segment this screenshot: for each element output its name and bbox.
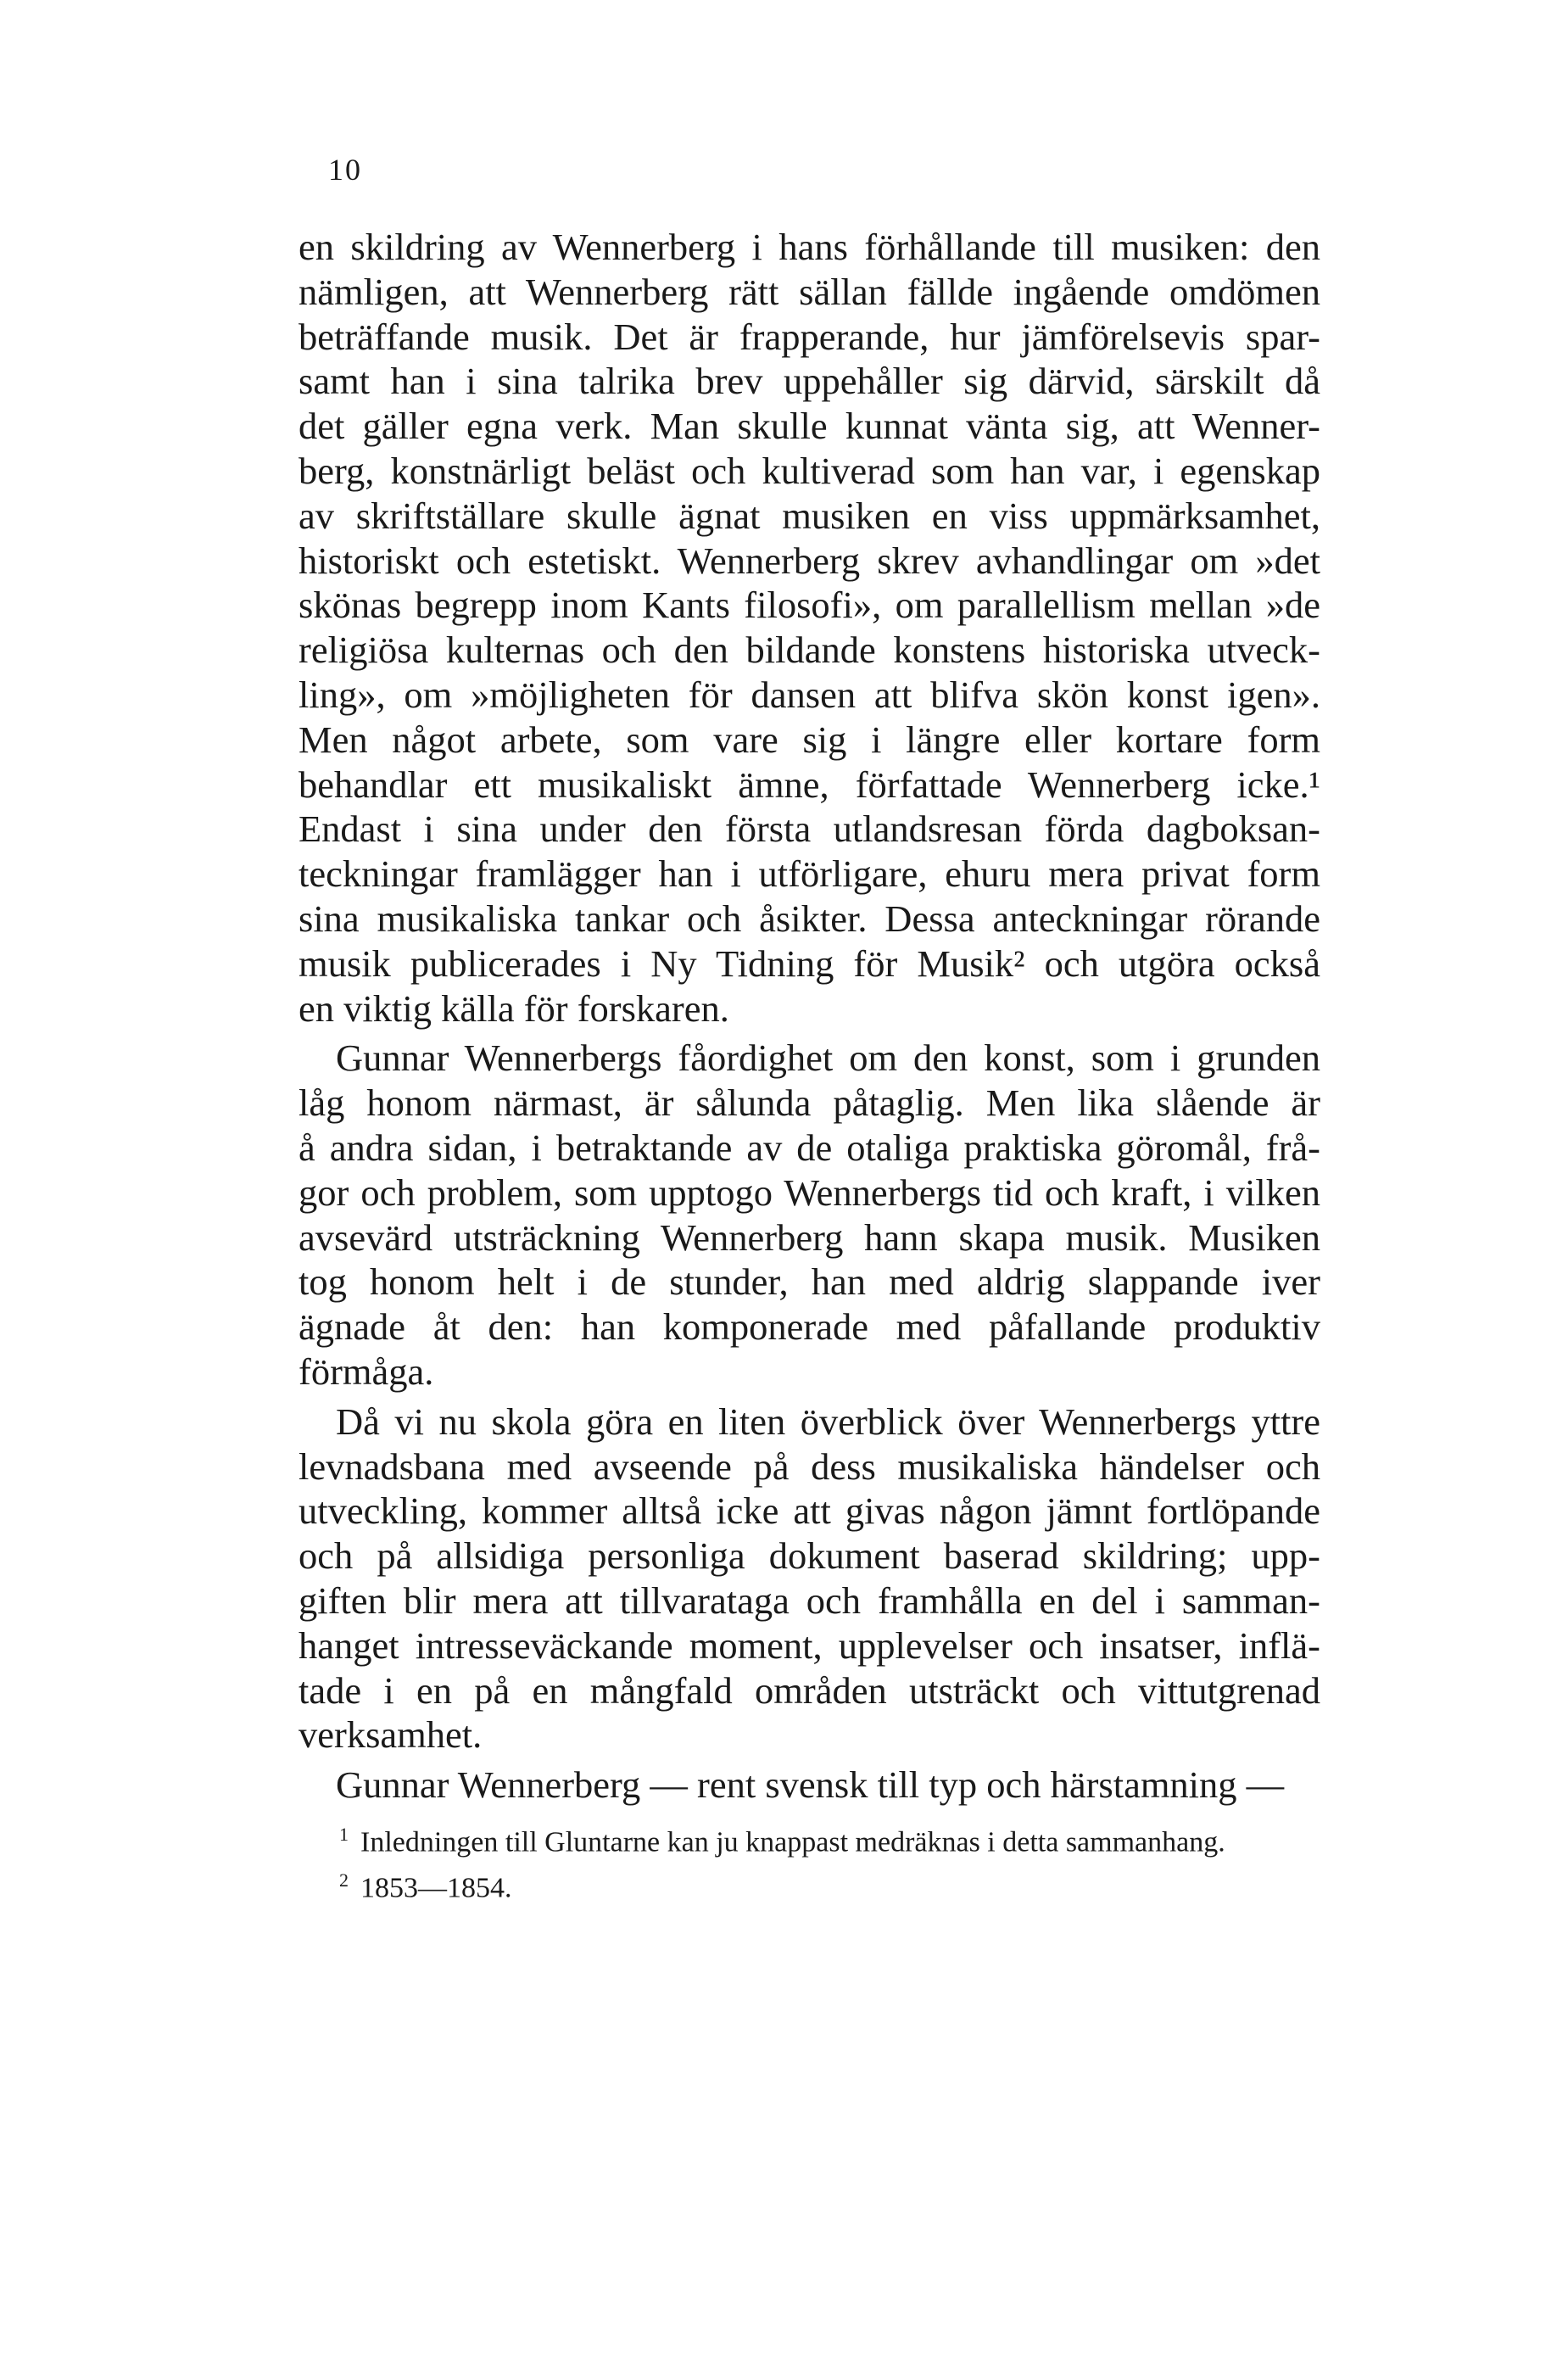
- text-line: avsevärd utsträckning Wennerberg hann skapa musik. Musiken: [299, 1215, 1320, 1259]
- text-line: det gäller egna verk. Man skulle kunnat vänta sig, att Wenner-: [299, 405, 1320, 448]
- text-line: låg honom närmast, är sålunda påtaglig. Men lika slående är: [299, 1081, 1320, 1125]
- footnote: [299, 1815, 1320, 1861]
- text-line: sina musikaliska tankar och åsikter. Dessa anteckningar rörande: [299, 897, 1320, 940]
- text-line: nämligen, att Wennerberg rätt sällan fällde ingående omdömen: [299, 270, 1320, 313]
- text-line: giften blir mera att tillvarataga och framhålla en del i samman-: [299, 1579, 1320, 1622]
- paragraph: [299, 225, 1320, 1031]
- text-line: ling», om »möjligheten för dansen att blifva skön konst igen».: [299, 673, 1320, 716]
- text-line: förmåga.: [299, 1349, 434, 1393]
- text-line: teckningar framlägger han i utförligare, ehuru mera privat form: [299, 852, 1320, 896]
- footnote-marker: 2: [339, 1869, 349, 1891]
- paragraph: [299, 1400, 1320, 1757]
- footnote: [299, 1861, 1320, 1907]
- text-line: historiskt och estetiskt. Wennerberg skrev avhandlingar om »det: [299, 539, 1320, 582]
- text-line: behandlar ett musikaliskt ämne, författade Wennerberg icke.¹: [299, 763, 1320, 806]
- footnote-text: Inledningen till Gluntarne kan ju knappast medräknas i detta sammanhang.: [360, 1826, 1225, 1858]
- text-line: tog honom helt i de stunder, han med aldrig slappande iver: [299, 1260, 1320, 1304]
- text-line: Endast i sina under den första utlandsresan förda dagboksan-: [299, 807, 1320, 851]
- footnote-text: 1853—1854.: [360, 1872, 512, 1904]
- text-line: verksamhet.: [299, 1713, 483, 1757]
- text-line: ägnade åt den: han komponerade med påfallande produktiv: [299, 1305, 1320, 1349]
- text-line: Gunnar Wennerberg — rent svensk till typ och härstamning —: [336, 1763, 1285, 1807]
- text-line: å andra sidan, i betraktande av de otaliga praktiska göromål, frå-: [299, 1126, 1320, 1169]
- text-line: beträffande musik. Det är frapperande, hur jämförelsevis spar-: [299, 315, 1320, 358]
- text-line: av skriftställare skulle ägnat musiken en viss uppmärksamhet,: [299, 494, 1320, 537]
- text-line: Men något arbete, som vare sig i längre eller kortare form: [299, 718, 1320, 761]
- text-line: och på allsidiga personliga dokument baserad skildring; upp-: [299, 1534, 1320, 1578]
- text-line: religiösa kulternas och den bildande konstens historiska utveck-: [299, 629, 1320, 672]
- paragraph: [299, 1036, 1320, 1394]
- text-line: samt han i sina talrika brev uppehåller sig därvid, särskilt då: [299, 360, 1320, 403]
- body-text: [299, 225, 1320, 1808]
- text-line: gor och problem, som upptogo Wennerbergs tid och kraft, i vilken: [299, 1171, 1320, 1214]
- text-line: musik publicerades i Ny Tidning för Musik² och utgöra också: [299, 942, 1320, 985]
- page-number: 10: [328, 153, 362, 187]
- footnotes: [299, 1815, 1320, 1908]
- text-line: hanget intresseväckande moment, upplevelser och insatser, inflä-: [299, 1623, 1320, 1667]
- text-line: levnadsbana med avseende på dess musikaliska händelser och: [299, 1444, 1320, 1488]
- text-line: berg, konstnärligt beläst och kultiverad som han var, i egenskap: [299, 449, 1320, 492]
- text-line: tade i en på en mångfald områden utsträckt och vittutgrenad: [299, 1668, 1320, 1712]
- text-line: Då vi nu skola göra en liten överblick över Wennerbergs yttre: [336, 1400, 1320, 1443]
- footnote-marker: 1: [339, 1824, 349, 1845]
- paragraph: [299, 1763, 1320, 1808]
- text-line: skönas begrepp inom Kants filosofi», om parallellism mellan »de: [299, 584, 1320, 627]
- text-line: en viktig källa för forskaren.: [299, 986, 729, 1030]
- text-line: Gunnar Wennerbergs fåordighet om den konst, som i grunden: [336, 1037, 1320, 1080]
- text-line: en skildring av Wennerberg i hans förhållande till musiken: den: [299, 226, 1320, 268]
- text-line: utveckling, kommer alltså icke att givas någon jämnt fortlöpande: [299, 1489, 1320, 1533]
